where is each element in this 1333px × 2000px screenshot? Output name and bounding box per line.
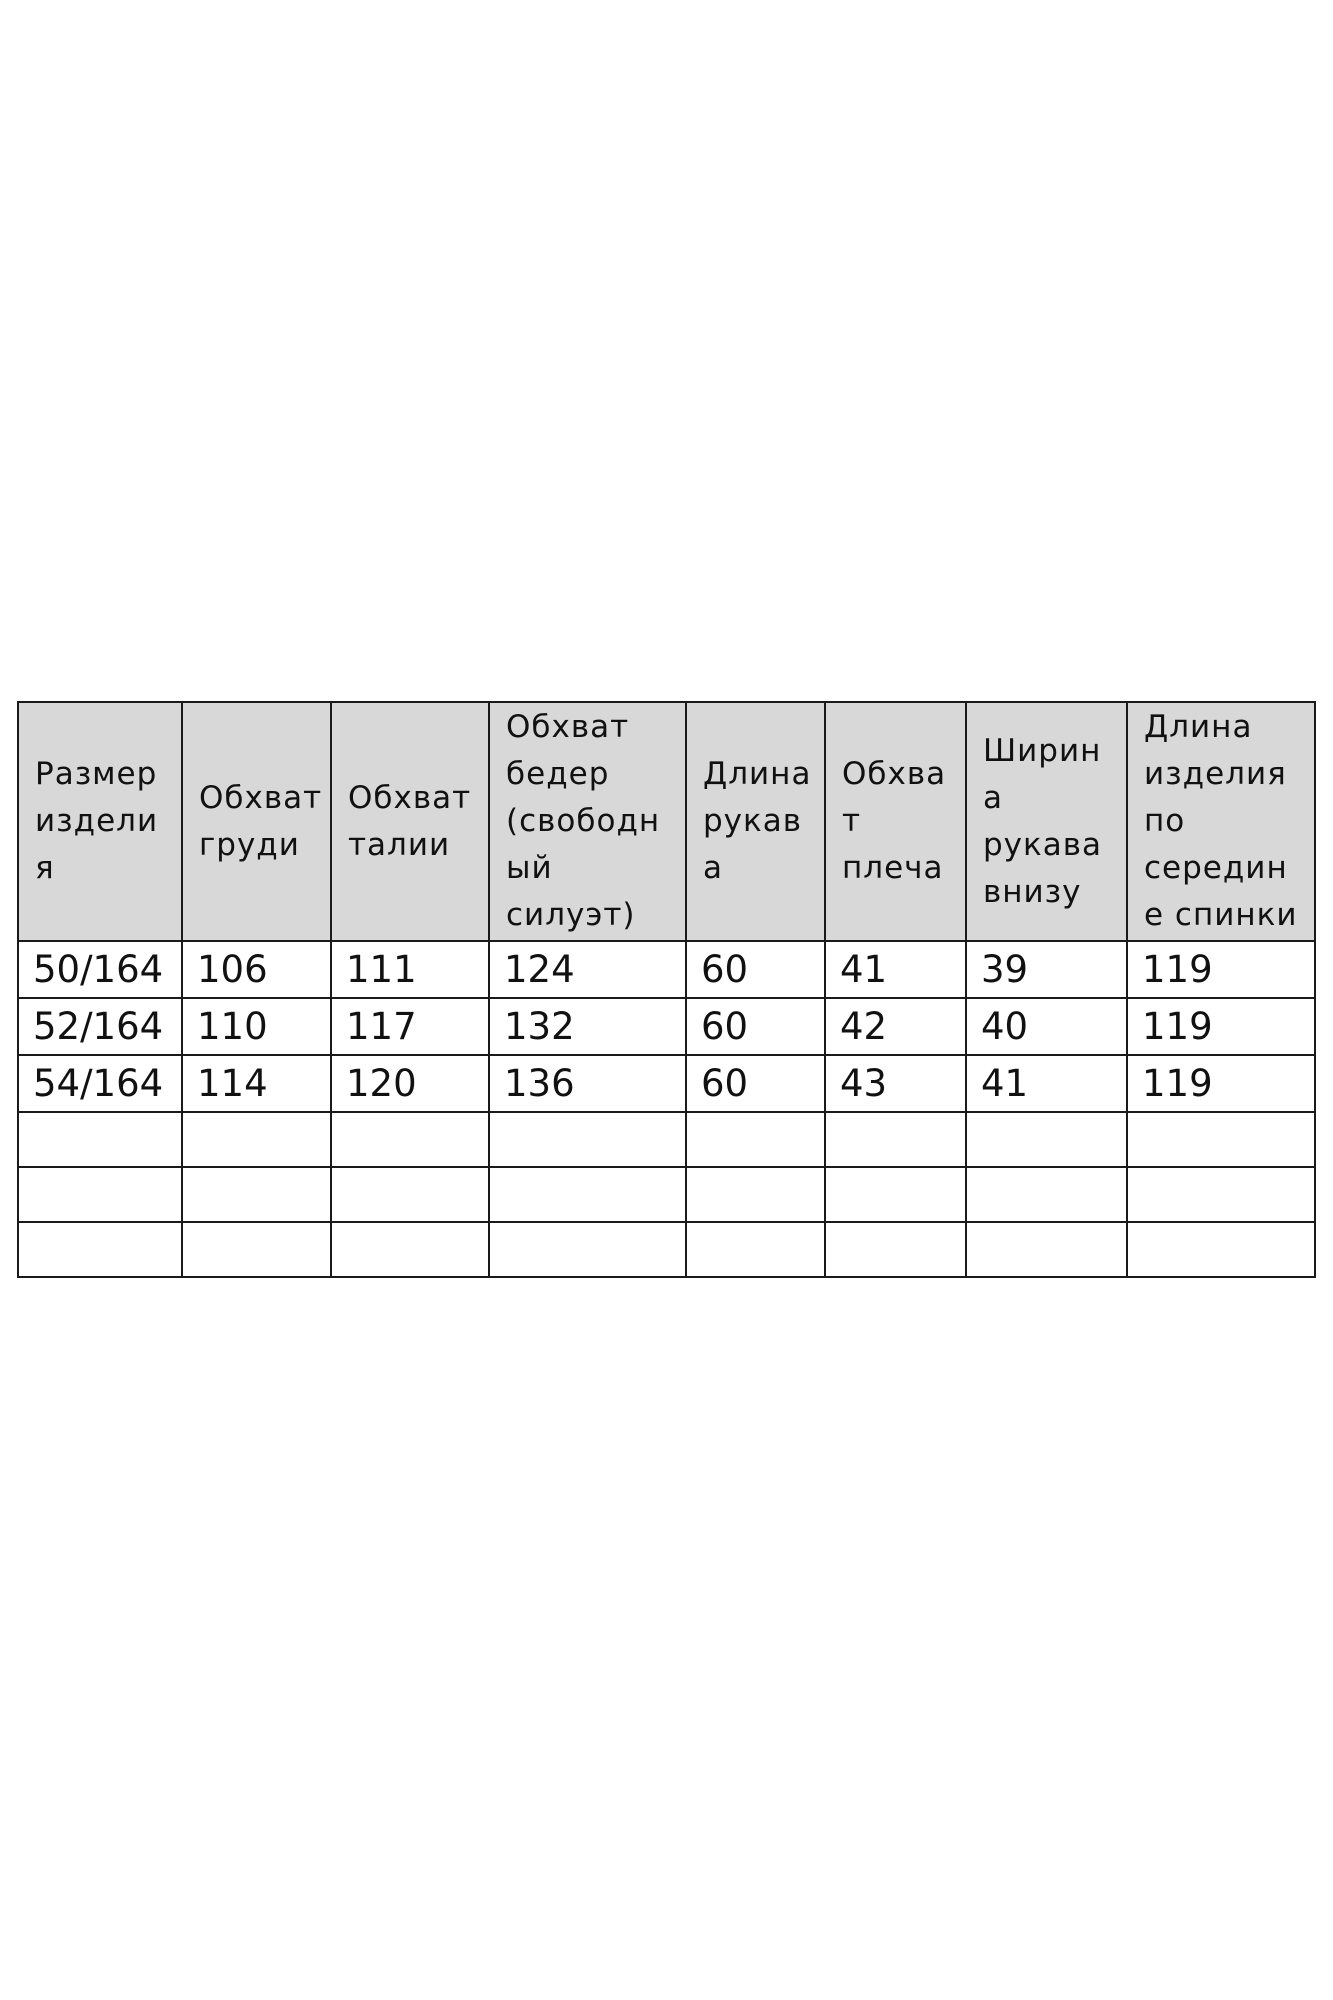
header-waist (331, 702, 489, 941)
table-cell: 50/164 (18, 941, 182, 998)
table-cell: 60 (686, 941, 825, 998)
header-text: рукав (703, 803, 803, 839)
table-cell: 120 (331, 1055, 489, 1112)
table-row (18, 941, 1315, 998)
table-cell (686, 1112, 825, 1167)
table-cell (182, 1112, 331, 1167)
table-cell (686, 1167, 825, 1222)
table-row (18, 1167, 1315, 1222)
table-cell: 42 (825, 998, 966, 1055)
header-text: силуэт) (506, 897, 636, 933)
table-cell (1127, 1167, 1315, 1222)
header-text: внизу (983, 873, 1082, 910)
header-text: Обхва (842, 756, 947, 792)
table-cell: 39 (966, 941, 1127, 998)
header-text: я (35, 850, 55, 886)
header-text: (свободн (506, 803, 661, 839)
table-cell (966, 1167, 1127, 1222)
header-text: плеча (842, 850, 944, 886)
header-text: Обхват (199, 779, 323, 816)
table-cell: 119 (1127, 941, 1315, 998)
table-cell: 106 (182, 941, 331, 998)
header-text: Длина (703, 756, 812, 792)
header-text: середин (1144, 850, 1288, 886)
header-chest (182, 702, 331, 941)
header-sleeve-width (966, 702, 1127, 941)
header-text: ый (506, 850, 553, 886)
table-cell (825, 1222, 966, 1277)
table-cell: 117 (331, 998, 489, 1055)
table-cell (489, 1222, 686, 1277)
table-row (18, 998, 1315, 1055)
table-cell: 41 (966, 1055, 1127, 1112)
header-text: Обхват (506, 709, 630, 745)
table-cell: 136 (489, 1055, 686, 1112)
table-cell (331, 1222, 489, 1277)
table-cell (182, 1222, 331, 1277)
table-row (18, 1112, 1315, 1167)
size-chart-table (17, 701, 1316, 1278)
table-cell (18, 1167, 182, 1222)
table-cell (966, 1222, 1127, 1277)
table-cell: 119 (1127, 998, 1315, 1055)
table-row (18, 1055, 1315, 1112)
table-cell: 40 (966, 998, 1127, 1055)
header-text: бедер (506, 756, 610, 792)
table-cell (331, 1112, 489, 1167)
table-cell: 111 (331, 941, 489, 998)
header-text: Длина (1144, 709, 1253, 745)
table-cell: 119 (1127, 1055, 1315, 1112)
header-text: т (842, 803, 862, 839)
table-cell (825, 1112, 966, 1167)
table-cell: 52/164 (18, 998, 182, 1055)
table-cell (1127, 1222, 1315, 1277)
table-row (18, 1222, 1315, 1277)
table-cell: 132 (489, 998, 686, 1055)
table-cell (331, 1167, 489, 1222)
header-size (18, 702, 182, 941)
table-cell (966, 1112, 1127, 1167)
header-text: по (1144, 803, 1186, 839)
table-cell (489, 1167, 686, 1222)
header-text: рукава (983, 826, 1103, 863)
table-cell: 110 (182, 998, 331, 1055)
header-text: а (703, 850, 723, 886)
header-sleeve-length (686, 702, 825, 941)
table-cell (182, 1167, 331, 1222)
table-cell: 60 (686, 1055, 825, 1112)
header-text: издели (35, 803, 159, 839)
header-text: а (983, 779, 1003, 816)
table-cell (1127, 1112, 1315, 1167)
header-shoulder (825, 702, 966, 941)
header-text: е спинки (1144, 897, 1298, 933)
header-text: Обхват (348, 779, 472, 816)
table-cell: 43 (825, 1055, 966, 1112)
table-cell (18, 1222, 182, 1277)
header-text: изделия (1144, 756, 1287, 792)
table-cell (489, 1112, 686, 1167)
header-hips (489, 702, 686, 941)
table-cell (825, 1167, 966, 1222)
table-cell (686, 1222, 825, 1277)
table-cell (18, 1112, 182, 1167)
table-cell: 124 (489, 941, 686, 998)
header-text: груди (199, 826, 300, 863)
header-text: Ширин (983, 732, 1102, 769)
table-cell: 41 (825, 941, 966, 998)
header-text: талии (348, 826, 451, 863)
table-cell: 60 (686, 998, 825, 1055)
header-text: Размер (35, 756, 158, 792)
header-back-length (1127, 702, 1315, 941)
table-cell: 54/164 (18, 1055, 182, 1112)
header-row (18, 702, 1315, 941)
table-cell: 114 (182, 1055, 331, 1112)
